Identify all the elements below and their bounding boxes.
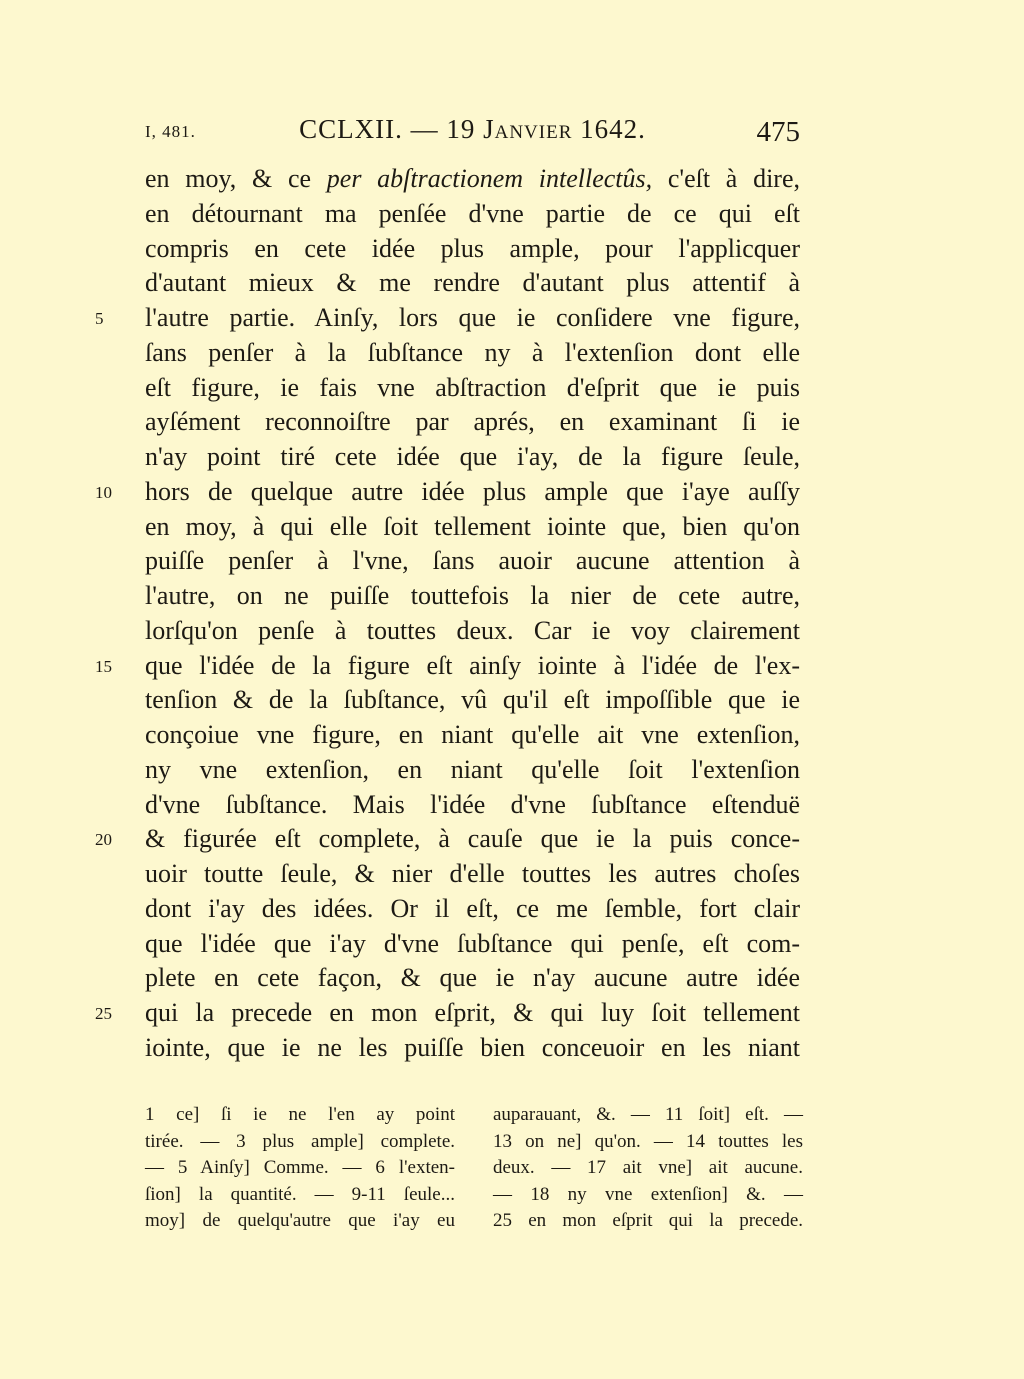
text-line xyxy=(145,371,800,406)
text-line xyxy=(145,197,800,232)
line-text: n'ay point tiré cete idée que i'ay, de la figure ſeule, xyxy=(145,442,800,471)
line-text: en détournant ma penſée d'vne partie de ce qui eſt xyxy=(145,198,800,228)
line-text: conçoiue vne figure, en niant qu'elle ait vne extenſion, xyxy=(145,720,800,749)
line-text: que l'idée que i'ay d'vne ſubſtance qui penſe, eſt com- xyxy=(145,928,800,958)
text-line xyxy=(145,927,800,962)
text-line xyxy=(95,822,800,857)
line-text: & figurée eſt complete, à cauſe que ie la puis conce- xyxy=(145,824,800,854)
line-text: uoir toutte ſeule, & nier d'elle touttes les autres choſes xyxy=(145,859,800,888)
text-line xyxy=(145,405,800,440)
text-line xyxy=(95,996,800,1031)
text-line xyxy=(145,961,800,996)
footnote-line: 1 ce] ſi ie ne l'en ay point xyxy=(145,1104,455,1125)
footnotes-left-column xyxy=(145,1102,455,1235)
line-text: d'vne ſubſtance. Mais l'idée d'vne ſubſtance eſtenduë xyxy=(145,789,800,819)
line-text: d'autant mieux & me rendre d'autant plus attentif à xyxy=(145,268,800,298)
footnote-line: — 5 Ainſy] Comme. — 6 l'exten- xyxy=(145,1157,455,1179)
line-text: compris en cete idée plus ample, pour l'applicquer xyxy=(145,233,800,263)
page-number: 475 xyxy=(756,116,800,148)
footnote-line: deux. — 17 ait vne] ait aucune. xyxy=(493,1157,803,1179)
line-text: ayſément reconnoiſtre par aprés, en examinant ſi ie xyxy=(145,407,800,437)
line-text: dont i'ay des idées. Or il eſt, ce me ſemble, fort clair xyxy=(145,893,800,923)
text-line xyxy=(95,475,800,510)
footnote-line: tirée. — 3 plus ample] complete. xyxy=(145,1130,455,1152)
text-line xyxy=(145,614,800,649)
text-line xyxy=(95,301,800,336)
line-number: 25 xyxy=(95,1004,112,1023)
line-number: 15 xyxy=(95,656,112,676)
text-line xyxy=(145,579,800,614)
text-line xyxy=(145,266,800,301)
line-text: lorſqu'on penſe à touttes deux. Car ie voy clairement xyxy=(145,615,800,645)
footnote-line: moy] de quelqu'autre que i'ay eu xyxy=(145,1210,455,1232)
text-line xyxy=(145,857,800,892)
footnote-line: auparauant, &. — 11 ſoit] eſt. — xyxy=(493,1104,803,1125)
line-number: 20 xyxy=(95,830,112,850)
volume-reference: I, 481. xyxy=(145,122,196,141)
text-line xyxy=(145,788,800,823)
line-text: en moy, à qui elle ſoit tellement iointe que, bien qu'on xyxy=(145,511,800,541)
line-text: iointe, que ie ne les puiſſe bien conceuoir en les niant xyxy=(145,1032,800,1062)
line-text: que l'idée de la figure eſt ainſy iointe à l'idée de l'ex- xyxy=(145,650,800,680)
main-text xyxy=(95,162,800,1066)
text-line xyxy=(145,718,800,753)
text-line xyxy=(145,544,800,579)
text-line xyxy=(145,1031,800,1066)
line-text: en moy, & ce per abſtractionem intellectûs, c'eſt à dire, xyxy=(145,164,800,193)
text-line xyxy=(145,753,800,788)
line-number: 5 xyxy=(95,309,104,328)
text-line xyxy=(145,162,800,197)
line-text: ſans penſer à la ſubſtance ny à l'extenſion dont elle xyxy=(145,337,800,367)
line-text: plete en cete façon, & que ie n'ay aucune autre idée xyxy=(145,963,800,993)
line-text: puiſſe penſer à l'vne, ſans auoir aucune attention à xyxy=(145,546,800,576)
line-text: l'autre partie. Ainſy, lors que ie conſidere vne figure, xyxy=(145,303,800,332)
footnote-line: ſion] la quantité. — 9-11 ſeule... xyxy=(145,1183,455,1205)
running-head xyxy=(145,110,800,158)
line-text: l'autre, on ne puiſſe touttefois la nier de cete autre, xyxy=(145,581,800,610)
line-text: hors de quelque autre idée plus ample que i'aye auſſy xyxy=(145,476,800,506)
letter-heading: CCLXII. — 19 Janvier 1642. xyxy=(299,114,646,144)
text-line xyxy=(145,510,800,545)
text-line xyxy=(145,232,800,267)
footnote-line: 13 on ne] qu'on. — 14 touttes les xyxy=(493,1130,803,1152)
footnotes-right-column xyxy=(493,1102,803,1235)
line-text: tenſion & de la ſubſtance, vû qu'il eſt impoſſible que ie xyxy=(145,685,800,715)
text-line xyxy=(145,336,800,371)
text-line xyxy=(145,892,800,927)
line-text: qui la precede en mon eſprit, & qui luy ſoit tellement xyxy=(145,998,800,1027)
footnote-line: — 18 ny vne extenſion] &. — xyxy=(493,1183,803,1205)
text-line xyxy=(145,683,800,718)
text-line xyxy=(95,649,800,684)
text-line xyxy=(145,440,800,475)
line-number: 10 xyxy=(95,482,112,502)
line-text: ny vne extenſion, en niant qu'elle ſoit l'extenſion xyxy=(145,754,800,784)
footnote-line: 25 en mon eſprit qui la precede. xyxy=(493,1210,803,1232)
line-text: eſt figure, ie fais vne abſtraction d'eſprit que ie puis xyxy=(145,372,800,402)
